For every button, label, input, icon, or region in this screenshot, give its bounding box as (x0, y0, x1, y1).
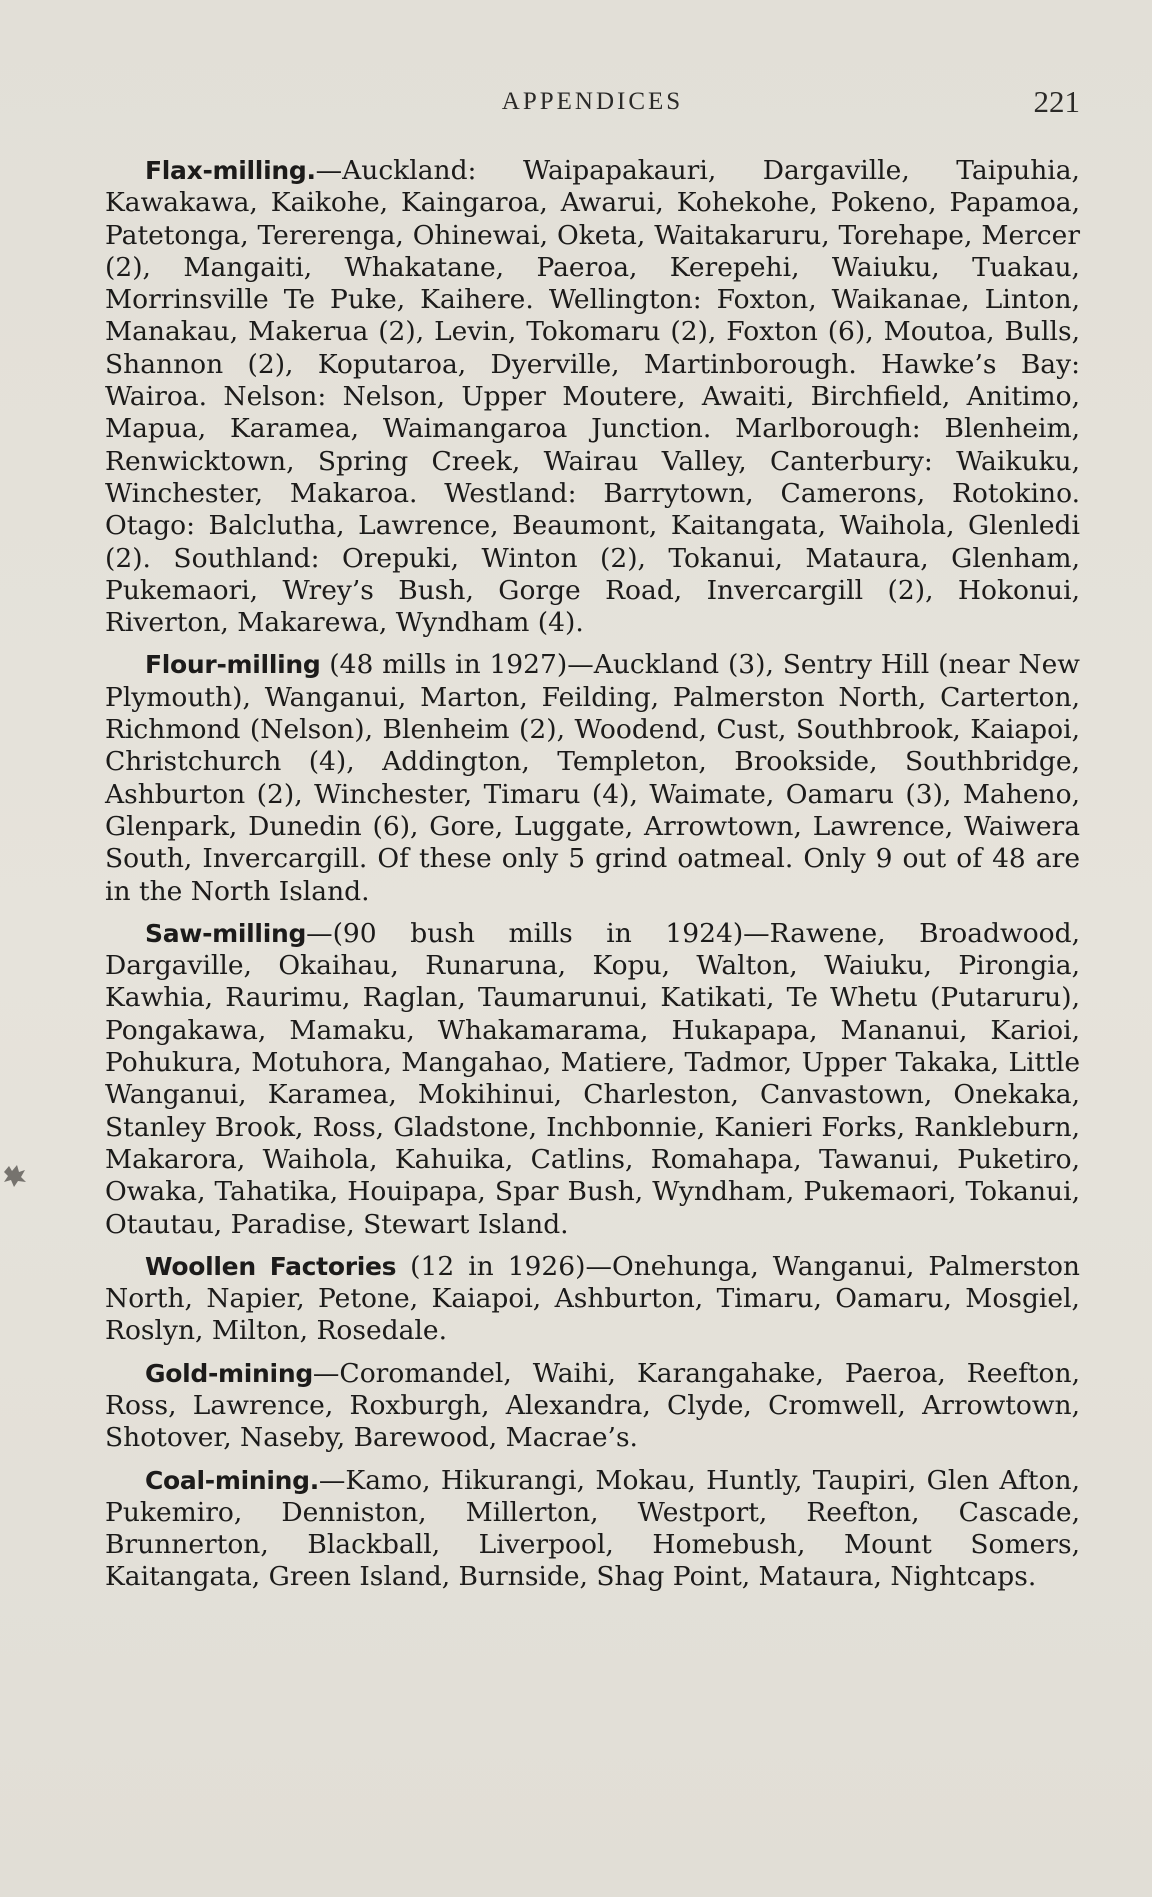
section-heading: Coal-mining. (145, 1465, 319, 1495)
section-flax-milling (105, 155, 1080, 639)
section-text: —Kamo, Hikurangi, Mokau, Huntly, Taupiri, Glen Afton, Pukemiro, Denniston, Millerton, Westport, Reefton, Cascade, Brunnerton, Blackball, Liverpool, Homebush, Mount Somers, Kaitangata, Green Island, Burnside, Shag Point, Mataura, Nightcaps. (105, 1464, 1080, 1593)
section-heading: Saw-milling (145, 918, 307, 948)
section-text: —Auckland: Waipapakauri, Dargaville, Taipuhia, Kawakawa, Kaikohe, Kaingaroa, Awarui, Kohekohe, Pokeno, Papamoa, Patetonga, Tererenga, Ohinewai, Oketa, Waitakaruru, Torehape, Mercer (2), Mangaiti, Whakatane, Paeroa, Kerepehi, Waiuku, Tuakau, Morrinsville Te Puke, Kaihere. Wellington: Foxton, Waikanae, Linton, Manakau, Makerua (2), Levin, Tokomaru (2), Foxton (6), Moutoa, Bulls, Shannon (2), Koputaroa, Dyerville, Martinborough. Hawke’s Bay: Wairoa. Nelson: Nelson, Upper Moutere, Awaiti, Birchfield, Anitimo, Mapua, Karamea, Waimangaroa Junction. Marlborough: Blenheim, Renwicktown, Spring Creek, Wairau Valley, Canterbury: Waikuku, Winchester, Makaroa. Westland: Barrytown, Camerons, Rotokino. Otago: Balclutha, Lawrence, Beaumont, Kaitangata, Waihola, Glenledi (2). Southland: Orepuki, Winton (2), Tokanui, Mataura, Glenham, Pukemaori, Wrey’s Bush, Gorge Road, Invercargill (2), Hokonui, Riverton, Makarewa, Wyndham (4). (105, 155, 1080, 639)
section-heading: Gold-mining (145, 1358, 313, 1388)
section-text: —Coromandel, Waihi, Karangahake, Paeroa, Reefton, Ross, Lawrence, Roxburgh, Alexandra, Clyde, Cromwell, Arrowtown, Shotover, Naseby, Barewood, Macrae’s. (105, 1357, 1080, 1454)
section-heading: Woollen Factories (145, 1251, 397, 1281)
section-woollen-factories (105, 1251, 1080, 1348)
section-saw-milling (105, 918, 1080, 1241)
running-head-title: APPENDICES (501, 88, 684, 115)
page-body (105, 155, 1080, 1604)
section-text: —(90 bush mills in 1924)—Rawene, Broadwood, Dargaville, Okaihau, Runaruna, Kopu, Walton, Waiuku, Pirongia, Kawhia, Raurimu, Raglan, Taumarunui, Katikati, Te Whetu (Putaruru), Pongakawa, Mamaku, Whakamarama, Hukapapa, Mananui, Karioi, Pohukura, Motuhora, Mangahao, Matiere, Tadmor, Upper Takaka, Little Wanganui, Karamea, Mokihinui, Charleston, Canvastown, Onekaka, Stanley Brook, Ross, Gladstone, Inchbonnie, Kanieri Forks, Rankleburn, Makarora, Waihola, Kahuika, Catlins, Romahapa, Tawanui, Puketiro, Owaka, Tahatika, Houipapa, Spar Bush, Wyndham, Pukemaori, Tokanui, Otautau, Paradise, Stewart Island. (105, 917, 1080, 1240)
section-text: (12 in 1926)—Onehunga, Wanganui, Palmerston North, Napier, Petone, Kaiapoi, Ashburton, Timaru, Oamaru, Mosgiel, Roslyn, Milton, Rosedale. (105, 1250, 1080, 1347)
section-text: (48 mills in 1927)—Auckland (3), Sentry Hill (near New Plymouth), Wanganui, Marton, Feilding, Palmerston North, Carterton, Richmond (Nelson), Blenheim (2), Woodend, Cust, Southbrook, Kaiapoi, Christchurch (4), Addington, Templeton, Brookside, Southbridge, Ashburton (2), Winchester, Timaru (4), Waimate, Oamaru (3), Maheno, Glenpark, Dunedin (6), Gore, Luggate, Arrowtown, Lawrence, Waiwera South, Invercargill. Of these only 5 grind oatmeal. Only 9 out of 48 are in the North Island. (105, 649, 1080, 907)
margin-smudge-icon (0, 1160, 28, 1190)
section-heading: Flour-milling (145, 650, 321, 680)
running-header (105, 84, 1080, 124)
section-coal-mining (105, 1465, 1080, 1594)
page-number: 221 (1033, 84, 1080, 119)
section-heading: Flax-milling. (145, 156, 316, 185)
section-flour-milling (105, 649, 1080, 907)
section-gold-mining (105, 1358, 1080, 1455)
